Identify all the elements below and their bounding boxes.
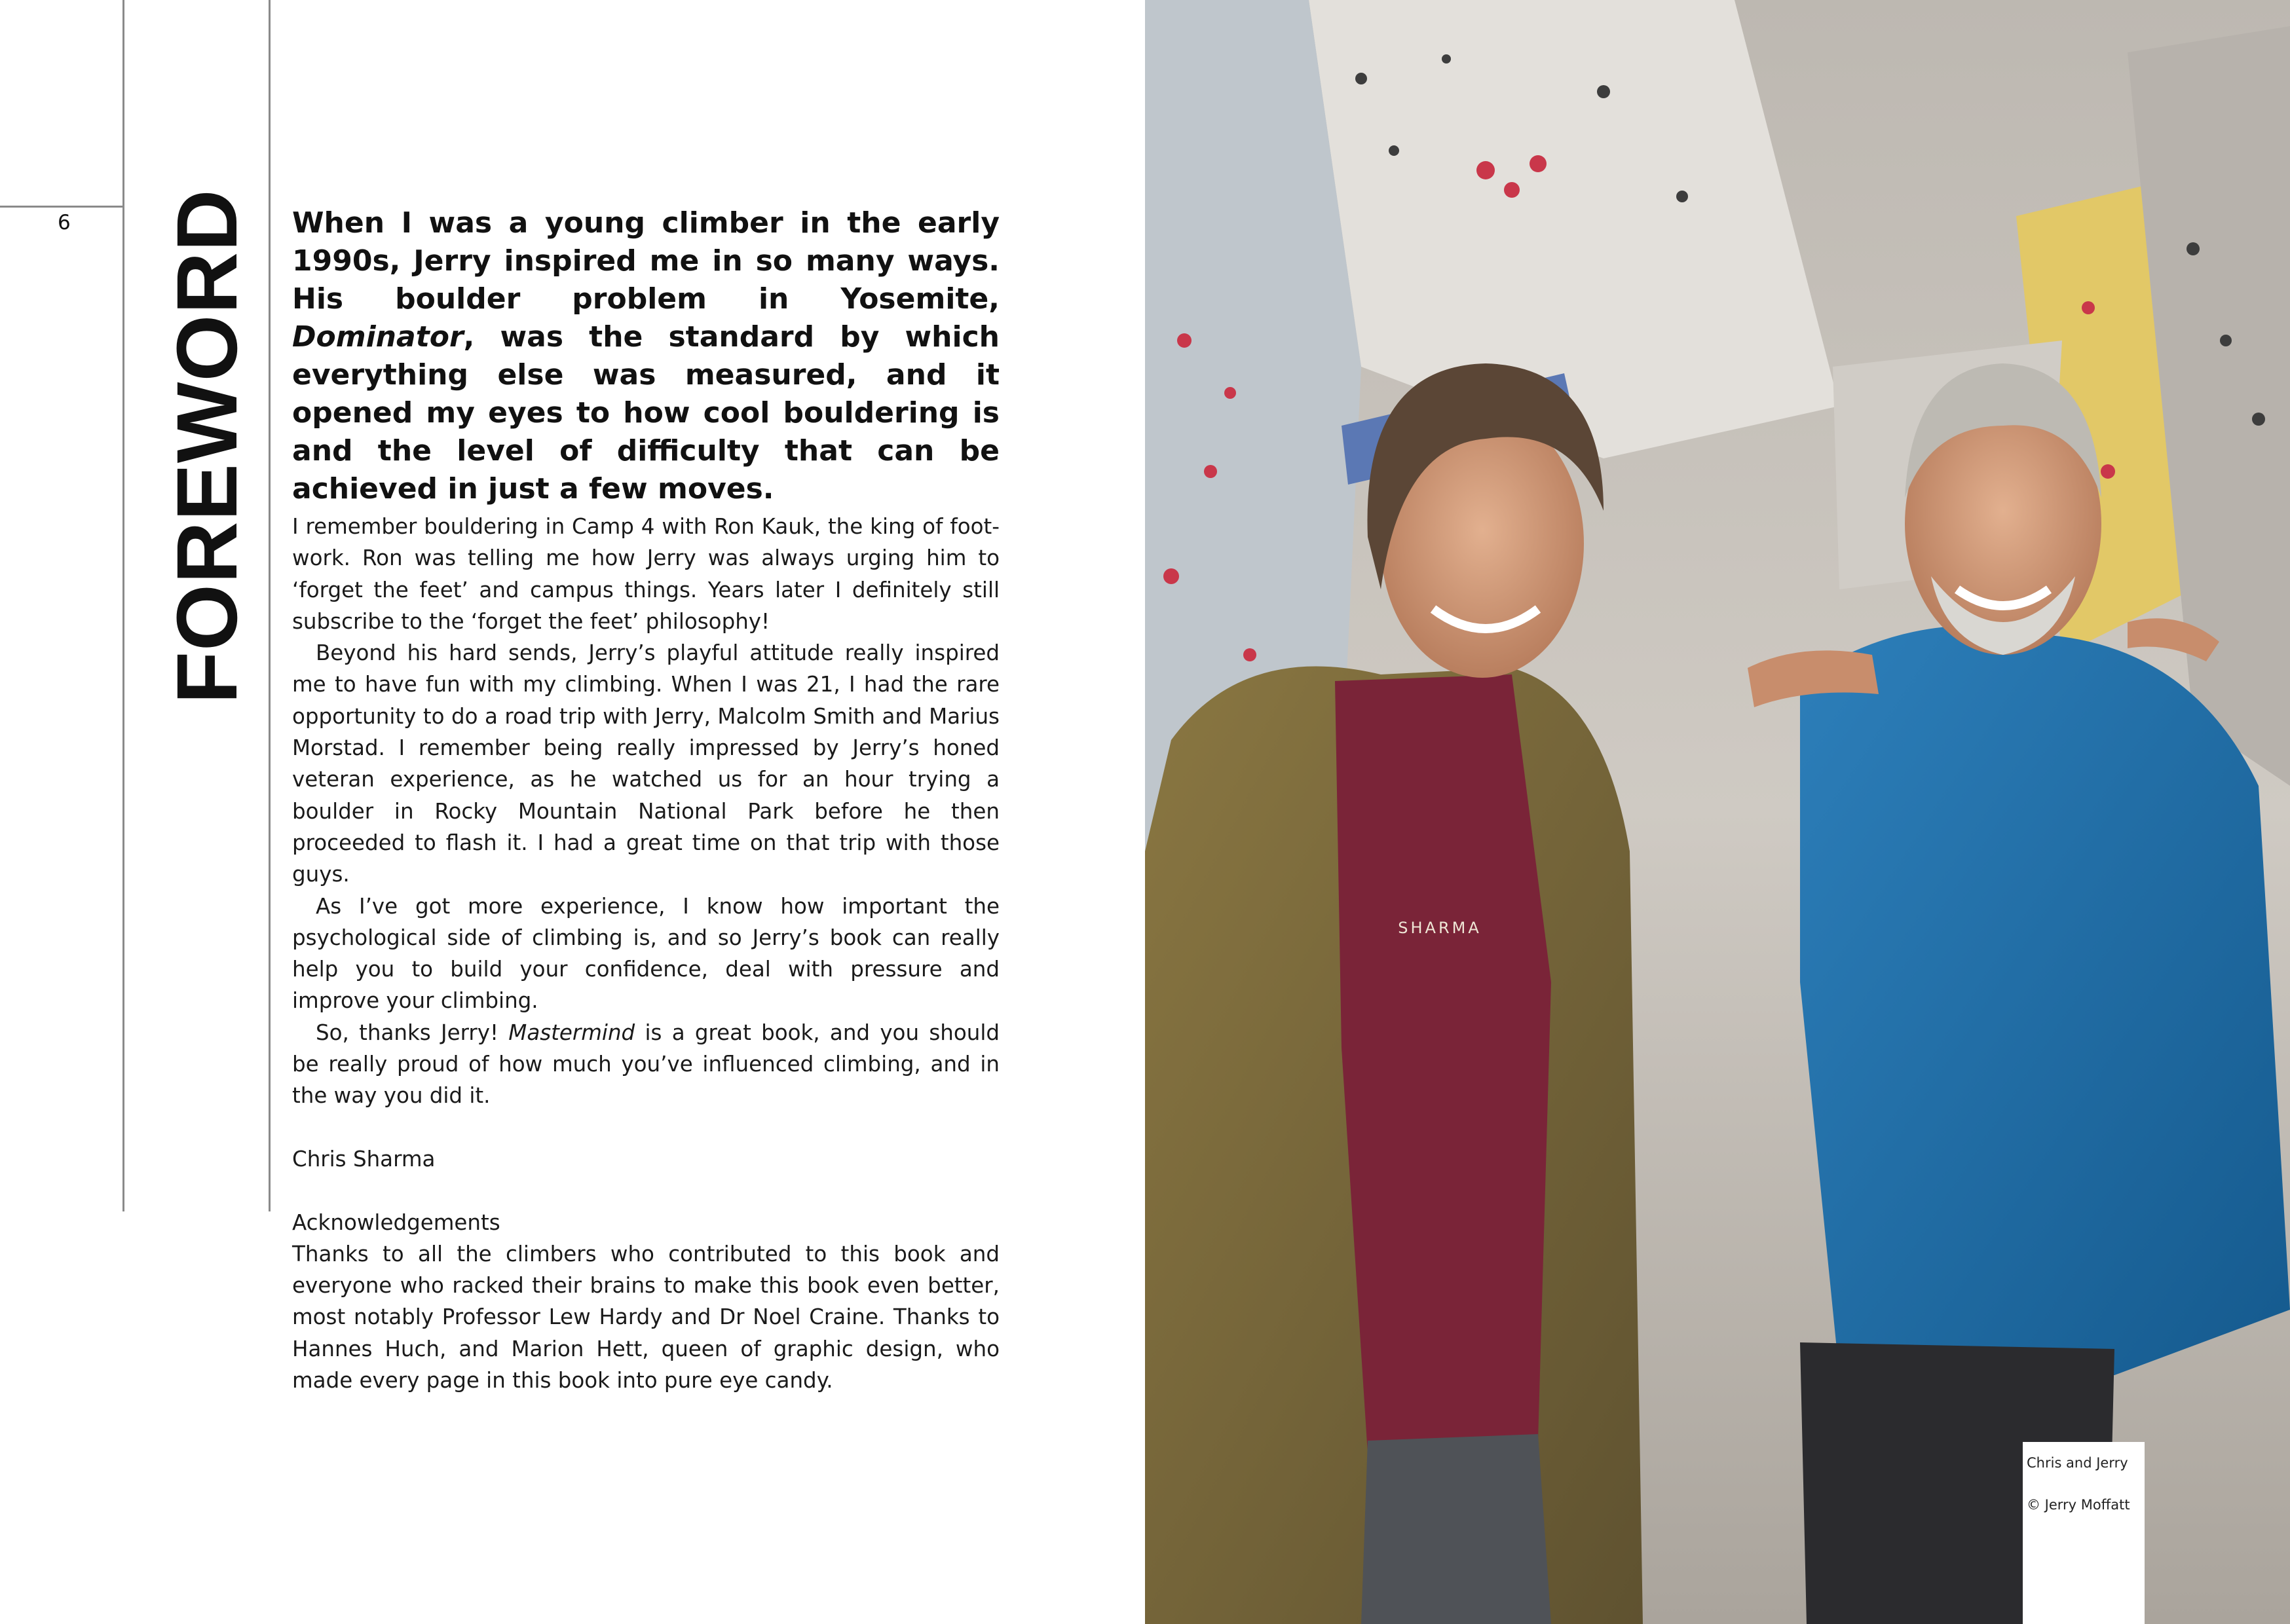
body-text (292, 511, 1000, 1396)
page-number-rule (0, 206, 123, 208)
page-number: 6 (58, 211, 71, 234)
photo-chris-and-jerry (1145, 0, 2290, 1624)
acknowledgements-heading: Acknowledgements (292, 1209, 500, 1235)
acknowledgements-text: Thanks to all the climbers who contributed to this book and everyone who racked their brains to make this book even better, most notably Professor Lew Hardy and Dr Noel Craine. Thanks to Hannes Huch, and Marion Hett, queen of graphic design, who made every page in this book into pure eye candy. (292, 1241, 1000, 1393)
lead-italic: Dominator (292, 320, 464, 354)
section-title: FOREWORD (159, 189, 255, 704)
svg-text:SHARMA: SHARMA (1398, 919, 1482, 937)
margin-rule-right (269, 0, 271, 1211)
lead-paragraph: When I was a young climber in the early 1990s, Jerry inspired me in so many ways. His boulder problem in Yosemite, Dominator, was the standard by which everything else was measured, and it opened my eyes to how cool bouldering is and the level of difficulty that can be achieved in just a few moves. (292, 206, 1000, 506)
paragraph-1: I remember bouldering in Camp 4 with Ron Kauk, the king of footwork. Ron was telling me how Jerry was always urging him to ‘forget the feet’ and campus things. Years later I definitely still subscribe to the ‘forget the feet’ philosophy! (292, 514, 1000, 634)
photo-caption: Chris and Jerry (2027, 1455, 2128, 1471)
signature: Chris Sharma (292, 1146, 436, 1172)
margin-rule-left (122, 0, 124, 1211)
paragraph-3: As I’ve got more experience, I know how important the psychological side of climbing is, and so Jerry’s book can really help you to build your confidence, deal with pressure and improve your climbing. (292, 893, 1000, 1014)
paragraph-2: Beyond his hard sends, Jerry’s playful attitude really inspired me to have fun with my climbing. When I was 21, I had the rare opportunity to do a road trip with Jerry, Malcolm Smith and Marius Morstad. I remember being really impressed by Jerry’s honed veteran experience, as he watched us for an hour trying a boulder in Rocky Mountain National Park before he then proceeded to flash it. I had a great time on that trip with those guys. (292, 640, 1000, 887)
photo-credit: © Jerry Moffatt (2027, 1497, 2130, 1513)
paragraph-4: So, thanks Jerry! Mastermind is a great book, and you should be really proud of how much you’ve influenced climbing, and in the way you did it. (292, 1020, 1000, 1109)
